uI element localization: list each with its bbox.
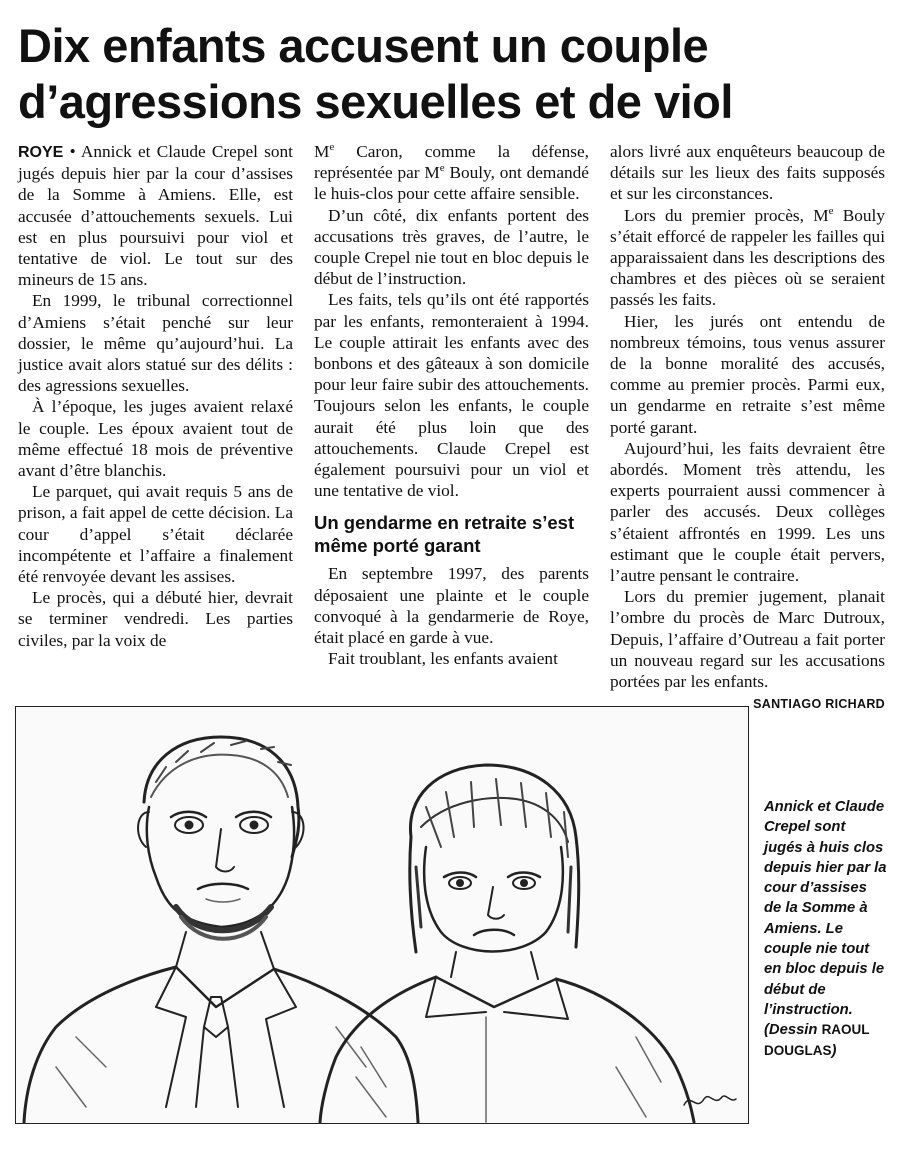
artist-signature: [684, 1096, 736, 1105]
sketch-drawing: [16, 707, 748, 1123]
sketch-caption: Annick et Claude Crepel sont jugés à huis clos depuis hier par la cour d’assises de la Somme à Amiens. Le couple nie tout en bloc depuis le début de l’instruction. (Dessin RAOUL DOUGLAS): [764, 799, 887, 1059]
byline: SANTIAGO RICHARD: [753, 697, 885, 712]
paragraph: Lors du premier procès, Me Bouly s’était efforcé de rappeler les failles qui apparaissaient dans les descriptions des chambres et des pièces où se seraient passés les faits.: [610, 204, 885, 310]
paragraph: Le procès, qui a débuté hier, devrait se terminer vendredi. Les parties civiles, par la voix de: [18, 588, 293, 650]
headline-line-2: d’agressions sexuelles et de viol: [18, 75, 733, 128]
column-2: [314, 141, 589, 669]
paragraph: En septembre 1997, des parents déposaient une plainte et le couple convoqué à la gendarmerie de Roye, était placé en garde à vue.: [314, 564, 589, 648]
sketch-man: [24, 737, 418, 1122]
paragraph: Les faits, tels qu’ils ont été rapportés par les enfants, remonteraient à 1994. Le couple attirait les enfants avec des bonbons et des gâteaux à son domicile pour leur faire subir des attouchements. Toujours selon les enfants, le couple aurait été plus loin que des attouchements. Claude Crepel est également poursuivi pour un viol et une tentative de viol.: [314, 290, 589, 501]
paragraph: ROYE • Annick et Claude Crepel sont jugés depuis hier par la cour d’assises de la Somme à Amiens. Elle, est accusée d’attouchements sexuels. Lui est en plus poursuivi pour viol et tentative de viol. Le tout sur des mineurs de 15 ans.: [18, 142, 293, 290]
article-body: [18, 141, 886, 712]
sketch-credit: (Dessin RAOUL DOUGLAS): [764, 1022, 870, 1059]
courtroom-sketch: [15, 706, 749, 1124]
paragraph: À l’époque, les juges avaient relaxé le couple. Les époux avaient tout de même effectué 18 mois de préventive avant d’être blanchis.: [18, 397, 293, 481]
paragraph: Aujourd’hui, les faits devraient être abordés. Moment très attendu, les experts pourraient aussi commencer à parler des accusés. Deux collèges s’étaient affrontés en 1999. Les uns estimant que le couple était pervers, l’autre pensant le contraire.: [610, 438, 885, 586]
paragraph: D’un côté, dix enfants portent des accusations très graves, de l’autre, le couple Crepel nie tout en bloc depuis le début de l’instruction.: [314, 205, 589, 289]
headline-line-1: Dix enfants accusent un couple: [18, 19, 709, 72]
subheading: Un gendarme en retraite s’est même porté garant: [314, 512, 575, 557]
paragraph: Lors du premier jugement, planait l’ombre du procès de Marc Dutroux, Depuis, l’affaire d’Outreau a fait porter un nouveau regard sur les accusations portées par les enfants.: [610, 587, 885, 692]
column-3: [610, 141, 885, 715]
paragraph: Me Caron, comme la défense, représentée par Me Bouly, ont demandé le huis-clos pour cette affaire sensible.: [314, 141, 589, 204]
sketch-woman: [320, 765, 694, 1122]
headline: [18, 18, 888, 130]
paragraph: En 1999, le tribunal correctionnel d’Amiens s’était penché sur leur dossier, le même qu’aujourd’hui. La justice avait alors statué sur des délits : des agressions sexuelles.: [18, 291, 293, 396]
paragraph: Hier, les jurés ont entendu de nombreux témoins, tous venus assurer de la bonne moralité des accusés, comme au premier procès. Parmi eux, un gendarme en retraite s’est même porté garant.: [610, 311, 885, 437]
paragraph: Fait troublant, les enfants avaient: [328, 649, 558, 669]
paragraph: Le parquet, qui avait requis 5 ans de prison, a fait appel de cette décision. La cour d’appel s’était déclarée incompétente et l’affaire a finalement été renvoyée devant les assises.: [18, 482, 293, 587]
column-1: [18, 141, 293, 651]
dateline: ROYE: [18, 144, 64, 161]
paragraph: alors livré aux enquêteurs beaucoup de détails sur les lieux des faits supposés et sur les circonstances.: [610, 142, 885, 204]
